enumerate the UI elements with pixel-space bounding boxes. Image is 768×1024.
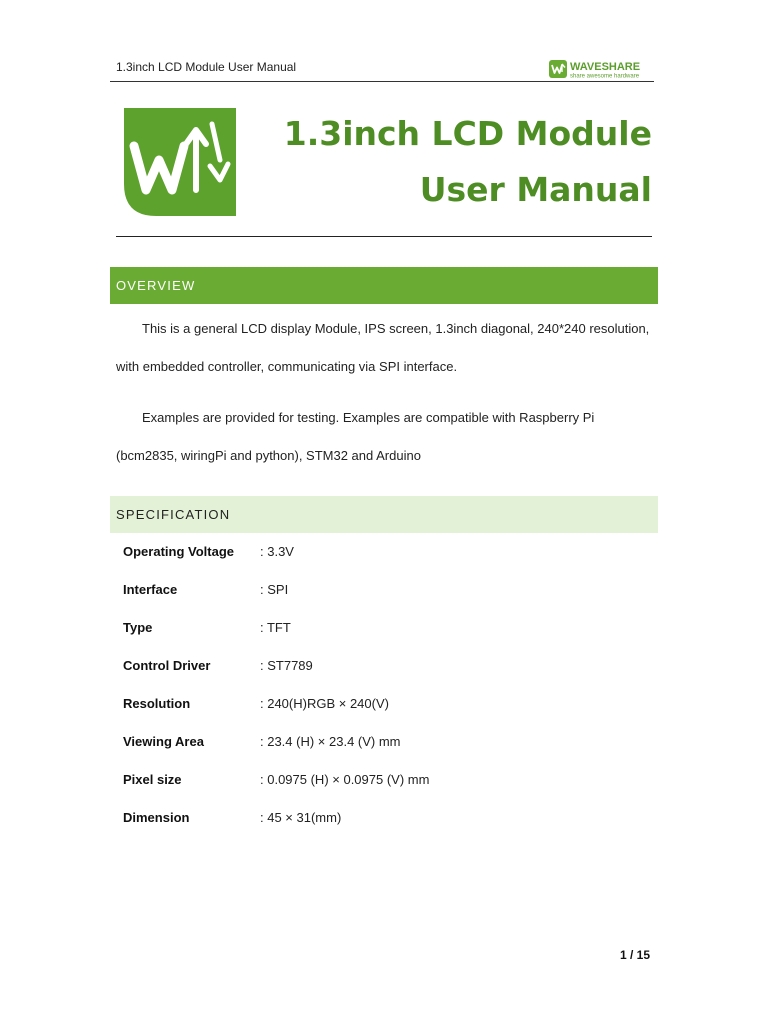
spec-value: : 240(H)RGB × 240(V) — [260, 695, 389, 711]
spec-value: : 45 × 31(mm) — [260, 809, 342, 825]
spec-row-interface — [123, 570, 429, 608]
waveshare-large-logo — [120, 104, 240, 220]
spec-label: Control Driver — [123, 657, 211, 673]
spec-row-control-driver — [123, 646, 429, 684]
spec-row-resolution — [123, 684, 429, 722]
spec-label: Resolution — [123, 695, 191, 711]
document-title-line2: User Manual — [419, 170, 652, 209]
overview-paragraph-1-text: This is a general LCD display Module, IPS screen, 1.3inch diagonal, 240*240 resolution, with embedded controller, communicating via SPI interface. — [116, 321, 650, 374]
title-divider — [116, 236, 652, 237]
spec-row-dimension — [123, 798, 429, 836]
overview-heading: OVERVIEW — [110, 267, 658, 304]
page-number: 1 / 15 — [619, 948, 650, 962]
overview-paragraph-2-text: Examples are provided for testing. Examples are compatible with Raspberry Pi (bcm2835, wiringPi and python), STM32 and Arduino — [116, 410, 595, 463]
header-divider — [110, 81, 654, 82]
spec-value: : SPI — [260, 581, 289, 597]
document-title — [284, 106, 652, 218]
overview-paragraph-1 — [116, 310, 656, 386]
spec-label: Dimension — [123, 809, 190, 825]
waveshare-logo — [549, 58, 653, 80]
waveshare-brand-text: WAVESHARE — [570, 61, 641, 73]
spec-label: Interface — [123, 581, 178, 597]
spec-label: Type — [123, 619, 153, 635]
document-title-line1: 1.3inch LCD Module — [283, 114, 652, 153]
spec-row-pixel-size — [123, 760, 429, 798]
waveshare-tagline: share awesome hardware — [570, 73, 640, 80]
spec-value: : ST7789 — [260, 657, 313, 673]
header-doc-title: 1.3inch LCD Module User Manual — [116, 60, 297, 74]
spec-row-type — [123, 608, 429, 646]
spec-row-operating-voltage — [123, 532, 429, 570]
specification-heading: SPECIFICATION — [110, 496, 658, 533]
spec-value: : 3.3V — [260, 543, 294, 559]
spec-value: : TFT — [260, 619, 291, 635]
specification-table — [123, 532, 429, 836]
spec-label: Viewing Area — [123, 733, 204, 749]
spec-label: Pixel size — [123, 771, 182, 787]
overview-paragraph-2 — [116, 399, 656, 475]
spec-row-viewing-area — [123, 722, 429, 760]
spec-value: : 23.4 (H) × 23.4 (V) mm — [260, 733, 401, 749]
spec-value: : 0.0975 (H) × 0.0975 (V) mm — [260, 771, 430, 787]
spec-label: Operating Voltage — [123, 543, 234, 559]
